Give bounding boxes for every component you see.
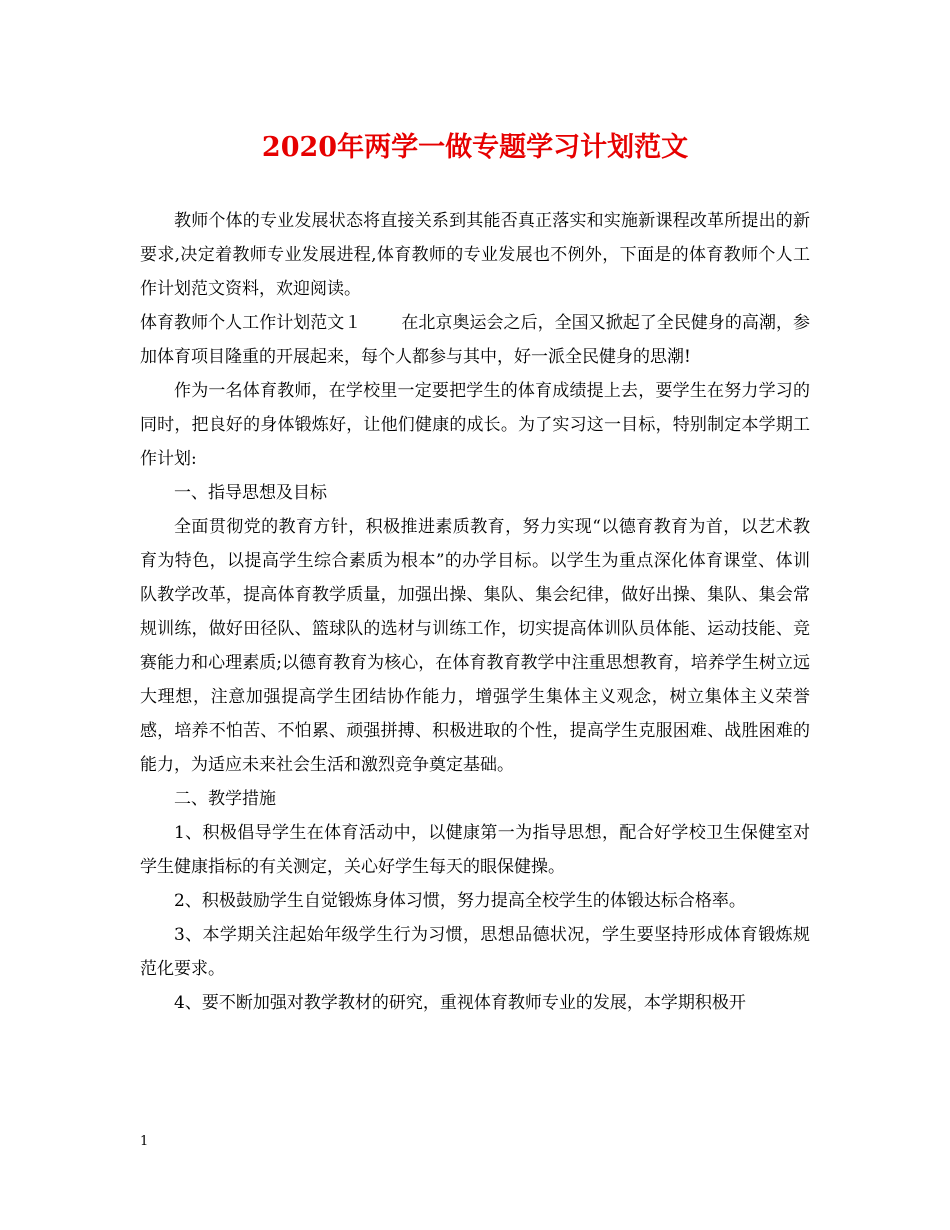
section-heading-guiding-ideas: 一、指导思想及目标 (174, 483, 327, 503)
section-heading-teaching-measures: 二、教学措施 (174, 789, 276, 809)
paragraph-guiding-ideas: 全面贯彻党的教育方针，积极推进素质教育，努力实现“以德育教育为首，以艺术教育为特色，以提高学生综合素质为根本”的办学目标。以学生为重点深化体育课堂、体训队教学改革，提高体育教学质量，加强出操、集队、集会纪律，做好出操、集队、集会常规训练，做好田径队、篮球队的选材与训练工作，切实提高体训队员体能、运动技能、竞赛能力和心理素质;以德育教育为核心，在体育教育教学中注重思想教育，培养学生树立远大理想，注意加强提高学生团结协作能力，增强学生集体主义观念，树立集体主义荣誉感，培养不怕苦、不怕累、顽强拼搏、积极进取的个性，提高学生克服困难、战胜困难的能力，为适应未来社会生活和激烈竞争奠定基础。 (140, 517, 810, 775)
document-body (140, 204, 810, 1020)
document-title: 2020年两学一做专题学习计划范文 (261, 132, 689, 163)
paragraph-measure-3: 3、本学期关注起始年级学生行为习惯，思想品德状况，学生要坚持形成体育锻炼规范化要求。 (140, 925, 810, 979)
sample-heading-text: 在北京奥运会之后，全国又掀起了全民健身的高潮，参加体育项目隆重的开展起来，每个人都参与其中，好一派全民健身的思潮! (140, 313, 811, 367)
sample-heading-lead: 体育教师个人工作计划范文１ (140, 313, 362, 333)
paragraph-measure-4: 4、要不断加强对教学教材的研究，重视体育教师专业的发展，本学期积极开 (174, 993, 746, 1013)
paragraph-sample-heading (140, 306, 810, 374)
paragraph-measure-1: 1、积极倡导学生在体育活动中，以健康第一为指导思想，配合好学校卫生保健室对学生健康指标的有关测定，关心好学生每天的眼保健操。 (140, 823, 810, 877)
paragraph-measure-2: 2、积极鼓励学生自觉锻炼身体习惯，努力提高全校学生的体锻达标合格率。 (174, 891, 746, 911)
paragraph-intro: 教师个体的专业发展状态将直接关系到其能否真正落实和实施新课程改革所提出的新要求,决定着教师专业发展进程,体育教师的专业发展也不例外，下面是的体育教师个人工作计划范文资料，欢迎阅读。 (140, 211, 810, 299)
paragraph-teacher-goal: 作为一名体育教师，在学校里一定要把学生的体育成绩提上去，要学生在努力学习的同时，把良好的身体锻炼好，让他们健康的成长。为了实习这一目标，特别制定本学期工作计划: (140, 381, 810, 469)
page-number: 1 (140, 1134, 149, 1149)
